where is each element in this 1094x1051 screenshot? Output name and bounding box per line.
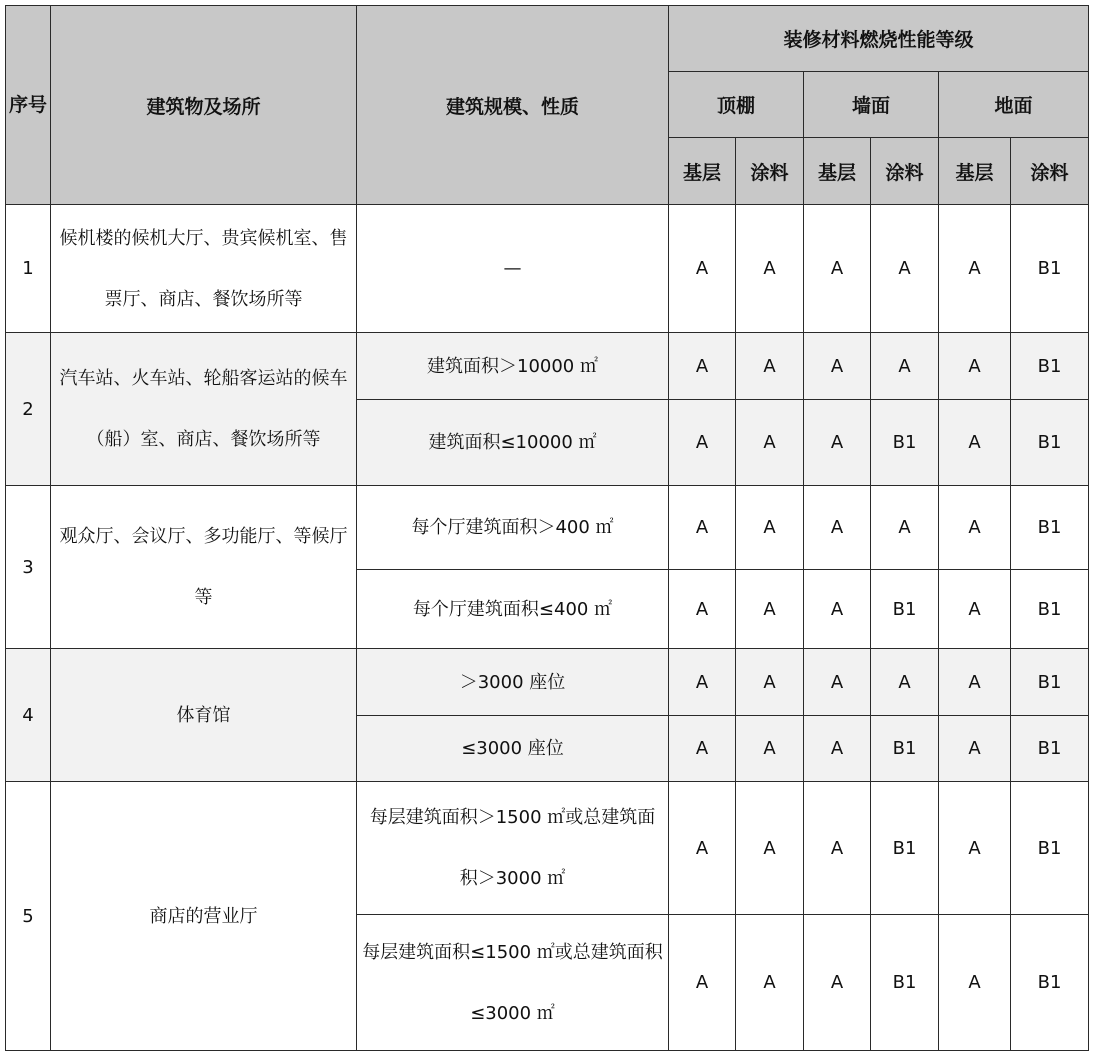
- grade-cell: A: [939, 915, 1011, 1051]
- grade-cell: B1: [871, 915, 939, 1051]
- scale-cell: —: [357, 205, 669, 333]
- grade-cell: B1: [871, 782, 939, 915]
- scale-cell: 每个厅建筑面积≤400 ㎡: [357, 570, 669, 649]
- building-cell: 体育馆: [51, 649, 357, 782]
- row-seq-cell: 2: [6, 333, 51, 486]
- table-header: [6, 6, 1089, 205]
- building-cell: 候机楼的候机大厅、贵宾候机室、售票厅、商店、餐饮场所等: [51, 205, 357, 333]
- grade-cell: A: [669, 716, 736, 782]
- scale-cell: ＞3000 座位: [357, 649, 669, 716]
- header-scale: 建筑规模、性质: [357, 6, 669, 205]
- grade-cell: B1: [871, 570, 939, 649]
- grade-cell: A: [871, 333, 939, 400]
- grade-cell: B1: [1011, 570, 1089, 649]
- header-building: 建筑物及场所: [51, 6, 357, 205]
- grade-cell: A: [939, 205, 1011, 333]
- grade-cell: B1: [1011, 333, 1089, 400]
- header-sub-base: 基层: [669, 138, 736, 205]
- table-row: [6, 649, 1089, 716]
- grade-cell: A: [736, 649, 804, 716]
- grade-cell: A: [804, 400, 871, 486]
- table-row: [6, 486, 1089, 570]
- grade-cell: A: [736, 915, 804, 1051]
- grade-cell: B1: [1011, 782, 1089, 915]
- grade-cell: A: [736, 716, 804, 782]
- scale-cell: 建筑面积＞10000 ㎡: [357, 333, 669, 400]
- header-group-wall: 墙面: [804, 72, 939, 138]
- header-sub-coating: 涂料: [1011, 138, 1089, 205]
- grade-cell: A: [804, 649, 871, 716]
- building-cell: 观众厅、会议厅、多功能厅、等候厅等: [51, 486, 357, 649]
- grade-cell: A: [939, 570, 1011, 649]
- grade-cell: A: [669, 915, 736, 1051]
- grade-cell: B1: [1011, 400, 1089, 486]
- grade-cell: A: [804, 915, 871, 1051]
- grade-cell: A: [871, 486, 939, 570]
- grade-cell: A: [939, 400, 1011, 486]
- header-sub-coating: 涂料: [736, 138, 804, 205]
- grade-cell: B1: [1011, 716, 1089, 782]
- header-seq: 序号: [6, 6, 51, 205]
- header-group-floor: 地面: [939, 72, 1089, 138]
- grade-cell: B1: [871, 716, 939, 782]
- grade-cell: A: [736, 400, 804, 486]
- building-cell: 商店的营业厅: [51, 782, 357, 1051]
- grade-cell: B1: [871, 400, 939, 486]
- grade-cell: A: [804, 205, 871, 333]
- grade-cell: B1: [1011, 486, 1089, 570]
- grade-cell: A: [871, 649, 939, 716]
- grade-cell: B1: [1011, 205, 1089, 333]
- scale-cell: 每层建筑面积＞1500 ㎡或总建筑面积＞3000 ㎡: [357, 782, 669, 915]
- grade-cell: A: [939, 649, 1011, 716]
- scale-cell: 每层建筑面积≤1500 ㎡或总建筑面积≤3000 ㎡: [357, 915, 669, 1051]
- header-sub-base: 基层: [939, 138, 1011, 205]
- row-seq-cell: 4: [6, 649, 51, 782]
- table-body: [6, 205, 1089, 1051]
- header-sub-coating: 涂料: [871, 138, 939, 205]
- header-grade: 装修材料燃烧性能等级: [669, 6, 1089, 72]
- grade-cell: A: [939, 782, 1011, 915]
- fire-rating-table: [5, 5, 1089, 1051]
- grade-cell: A: [871, 205, 939, 333]
- header-group-ceiling: 顶棚: [669, 72, 804, 138]
- row-seq-cell: 1: [6, 205, 51, 333]
- grade-cell: A: [804, 782, 871, 915]
- grade-cell: A: [736, 782, 804, 915]
- grade-cell: A: [669, 782, 736, 915]
- row-seq-cell: 5: [6, 782, 51, 1051]
- grade-cell: B1: [1011, 915, 1089, 1051]
- header-sub-base: 基层: [804, 138, 871, 205]
- table-row: [6, 333, 1089, 400]
- grade-cell: A: [669, 649, 736, 716]
- grade-cell: A: [669, 400, 736, 486]
- grade-cell: A: [669, 486, 736, 570]
- grade-cell: A: [669, 205, 736, 333]
- grade-cell: A: [736, 333, 804, 400]
- row-seq-cell: 3: [6, 486, 51, 649]
- table-row: [6, 782, 1089, 915]
- grade-cell: A: [939, 716, 1011, 782]
- grade-cell: B1: [1011, 649, 1089, 716]
- grade-cell: A: [669, 570, 736, 649]
- grade-cell: A: [804, 716, 871, 782]
- scale-cell: ≤3000 座位: [357, 716, 669, 782]
- building-cell: 汽车站、火车站、轮船客运站的候车（船）室、商店、餐饮场所等: [51, 333, 357, 486]
- grade-cell: A: [804, 333, 871, 400]
- grade-cell: A: [939, 486, 1011, 570]
- table-row: [6, 205, 1089, 333]
- grade-cell: A: [669, 333, 736, 400]
- grade-cell: A: [736, 205, 804, 333]
- grade-cell: A: [939, 333, 1011, 400]
- grade-cell: A: [804, 570, 871, 649]
- grade-cell: A: [804, 486, 871, 570]
- grade-cell: A: [736, 486, 804, 570]
- scale-cell: 每个厅建筑面积＞400 ㎡: [357, 486, 669, 570]
- grade-cell: A: [736, 570, 804, 649]
- scale-cell: 建筑面积≤10000 ㎡: [357, 400, 669, 486]
